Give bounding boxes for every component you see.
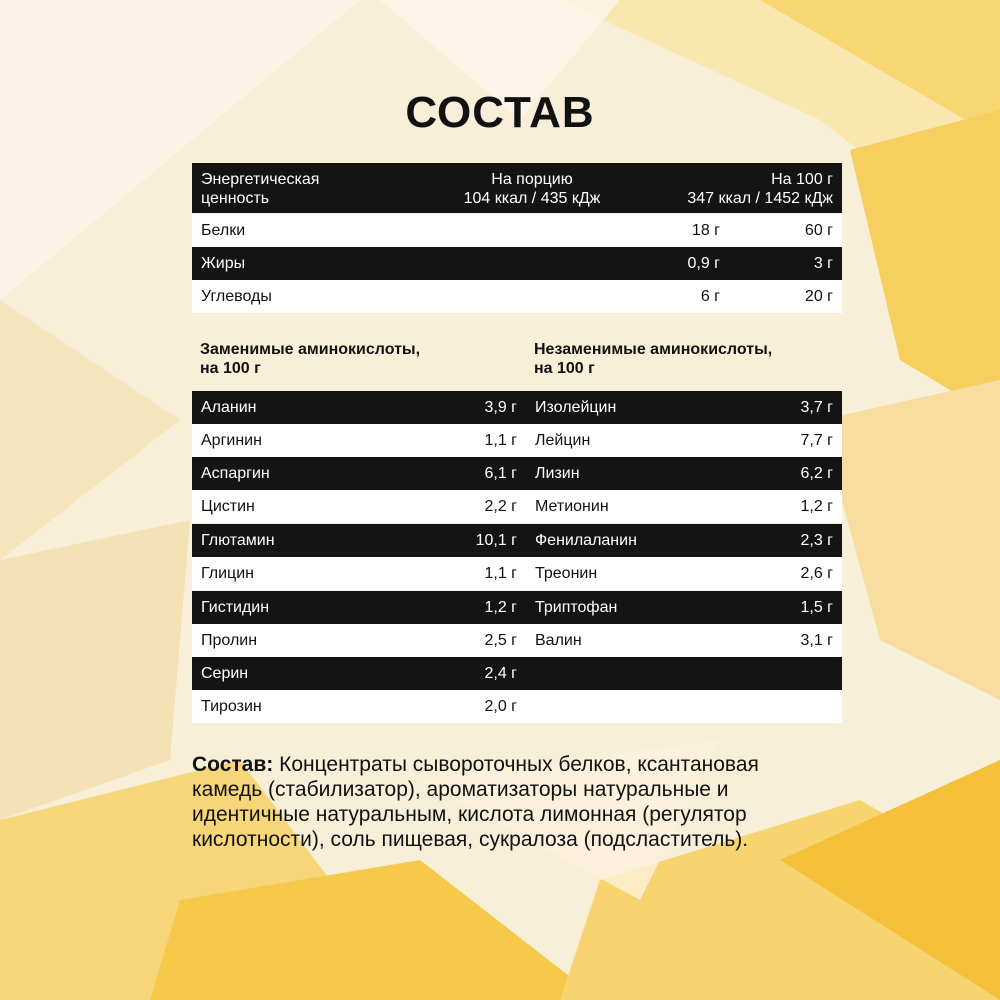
amino-value: 3,1 г xyxy=(800,631,833,649)
essential-amino-row xyxy=(526,557,842,590)
essential-amino-row xyxy=(526,591,842,624)
essential-amino-row xyxy=(526,624,842,657)
replaceable-amino-row xyxy=(192,490,526,523)
amino-name: Цистин xyxy=(201,497,255,515)
amino-value: 3,9 г xyxy=(484,398,517,416)
macro-per-serving: 6 г xyxy=(700,287,720,305)
essential-amino-row xyxy=(526,490,842,523)
amino-name: Метионин xyxy=(535,497,609,515)
amino-name: Тирозин xyxy=(201,697,262,715)
replaceable-amino-row xyxy=(192,624,526,657)
replaceable-amino-row xyxy=(192,657,842,690)
macro-row-protein xyxy=(192,214,842,247)
amino-value: 10,1 г xyxy=(475,531,517,549)
amino-name: Лейцин xyxy=(535,431,591,449)
macro-row-carbs xyxy=(192,280,842,313)
energy-label-text: Энергетическая ценность xyxy=(201,171,320,207)
energy-header-row xyxy=(192,163,842,213)
per-100g-energy: 347 ккал / 1452 кДж xyxy=(687,190,833,207)
macro-name: Белки xyxy=(201,221,246,239)
per-100g-column xyxy=(613,170,833,208)
macro-name: Углеводы xyxy=(201,287,272,305)
replaceable-amino-row xyxy=(192,557,526,590)
composition-label: Состав: xyxy=(192,753,280,776)
replaceable-amino-row xyxy=(192,591,526,624)
amino-name: Аланин xyxy=(201,398,257,416)
amino-value: 3,7 г xyxy=(800,398,833,416)
amino-value: 1,1 г xyxy=(484,564,517,582)
amino-value: 6,1 г xyxy=(484,464,517,482)
amino-value: 1,1 г xyxy=(484,431,517,449)
per-serving-column xyxy=(422,170,642,208)
amino-name: Изолейцин xyxy=(535,398,617,416)
amino-value: 6,2 г xyxy=(800,464,833,482)
amino-value: 2,0 г xyxy=(484,697,517,715)
amino-name: Аргинин xyxy=(201,431,262,449)
replaceable-amino-header: Заменимые аминокислоты, на 100 г xyxy=(200,341,421,377)
amino-name: Лизин xyxy=(535,464,580,482)
amino-value: 2,4 г xyxy=(484,664,517,682)
amino-name: Триптофан xyxy=(535,598,618,616)
amino-value: 2,6 г xyxy=(800,564,833,582)
macro-name: Жиры xyxy=(201,254,246,272)
macro-per-100g: 3 г xyxy=(813,254,833,272)
composition-text xyxy=(192,752,812,852)
essential-amino-row xyxy=(526,391,842,424)
amino-name: Валин xyxy=(535,631,582,649)
replaceable-amino-row xyxy=(192,690,842,723)
macro-per-serving: 18 г xyxy=(691,221,720,239)
amino-name: Аспаргин xyxy=(201,464,270,482)
replaceable-amino-row xyxy=(192,524,526,557)
macro-per-100g: 20 г xyxy=(804,287,833,305)
replaceable-amino-row xyxy=(192,457,526,490)
amino-value: 1,2 г xyxy=(800,497,833,515)
replaceable-amino-row xyxy=(192,424,526,457)
essential-amino-header: Незаменимые аминокислоты, на 100 г xyxy=(534,341,773,377)
amino-value: 1,2 г xyxy=(484,598,517,616)
page-title: СОСТАВ xyxy=(405,88,595,137)
essential-amino-row xyxy=(526,424,842,457)
essential-amino-row xyxy=(526,457,842,490)
macro-per-serving: 0,9 г xyxy=(687,254,720,272)
macro-per-100g: 60 г xyxy=(804,221,833,239)
amino-value: 2,5 г xyxy=(484,631,517,649)
per-serving-header: На порцию xyxy=(491,171,573,188)
amino-name: Глицин xyxy=(201,564,254,582)
amino-name: Треонин xyxy=(535,564,598,582)
energy-label xyxy=(201,170,401,208)
amino-value: 7,7 г xyxy=(800,431,833,449)
essential-amino-row xyxy=(526,524,842,557)
amino-value: 2,2 г xyxy=(484,497,517,515)
amino-name: Фенилаланин xyxy=(535,531,637,549)
amino-name: Пролин xyxy=(201,631,258,649)
amino-name: Глютамин xyxy=(201,531,275,549)
per-100g-header: На 100 г xyxy=(771,171,833,188)
amino-name: Серин xyxy=(201,664,249,682)
replaceable-amino-row xyxy=(192,391,526,424)
composition-body: Концентраты сывороточных белков, ксантановая камедь (стабилизатор), ароматизаторы натуральные и идентичные натуральным, кислота лимонная (регулятор кислотности), соль пищевая, сукралоза (подсластитель). xyxy=(192,753,759,851)
amino-value: 1,5 г xyxy=(800,598,833,616)
amino-name: Гистидин xyxy=(201,598,270,616)
macro-row-fat xyxy=(192,247,842,280)
per-serving-energy: 104 ккал / 435 кДж xyxy=(463,190,601,207)
amino-value: 2,3 г xyxy=(800,531,833,549)
